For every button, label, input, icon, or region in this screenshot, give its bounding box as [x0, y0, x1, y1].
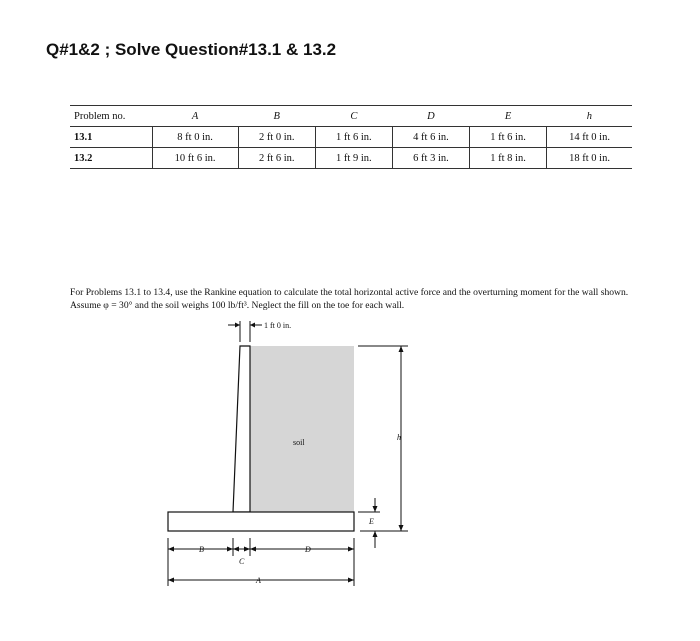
column-header: D: [427, 110, 435, 122]
table-cell: 1 ft 6 in.: [470, 127, 547, 148]
table-cell: 2 ft 0 in.: [238, 127, 315, 148]
column-header: C: [350, 110, 358, 122]
table-cell: 18 ft 0 in.: [547, 148, 632, 169]
top-dimension-label: 1 ft 0 in.: [264, 321, 292, 330]
column-header: A: [191, 110, 199, 122]
table-cell: 14 ft 0 in.: [547, 127, 632, 148]
column-header: E: [504, 110, 512, 122]
page-heading: Q#1&2 ; Solve Question#13.1 & 13.2: [46, 40, 337, 59]
wall-stem: [233, 346, 250, 512]
column-header: Problem no.: [74, 110, 126, 122]
table-cell: 1 ft 9 in.: [315, 148, 392, 169]
soil-label: soil: [293, 438, 305, 447]
column-header: B: [273, 110, 280, 122]
problem-statement: For Problems 13.1 to 13.4, use the Rankine equation to calculate the total horizontal active force and the overturning moment for the wall shown. Assume φ = 30° and the soil weighs 100 lb/ft³. Neglect the fill on the toe for each wall.: [70, 286, 629, 311]
a-label: A: [256, 576, 261, 585]
column-header: h: [586, 110, 592, 122]
bottom-extension-lines: [168, 538, 354, 586]
table-cell: 8 ft 0 in.: [152, 127, 238, 148]
c-label: C: [239, 557, 245, 566]
b-label: B: [199, 545, 204, 554]
bcd-dimension: [168, 547, 354, 552]
wall-base-slab: [168, 512, 354, 531]
table-cell: 6 ft 3 in.: [392, 148, 469, 169]
a-dimension: [168, 578, 354, 583]
table-cell: 1 ft 8 in.: [470, 148, 547, 169]
soil-region: [250, 346, 354, 512]
table-cell: 4 ft 6 in.: [392, 127, 469, 148]
h-label: h: [397, 433, 401, 442]
top-dimension: [228, 321, 262, 342]
table-cell: 10 ft 6 in.: [152, 148, 238, 169]
table-cell: 2 ft 6 in.: [238, 148, 315, 169]
table-cell: 13.2: [74, 152, 93, 164]
e-label: E: [369, 517, 374, 526]
table-cell: 13.1: [74, 131, 93, 143]
d-label: D: [305, 545, 311, 554]
table-cell: 1 ft 6 in.: [315, 127, 392, 148]
